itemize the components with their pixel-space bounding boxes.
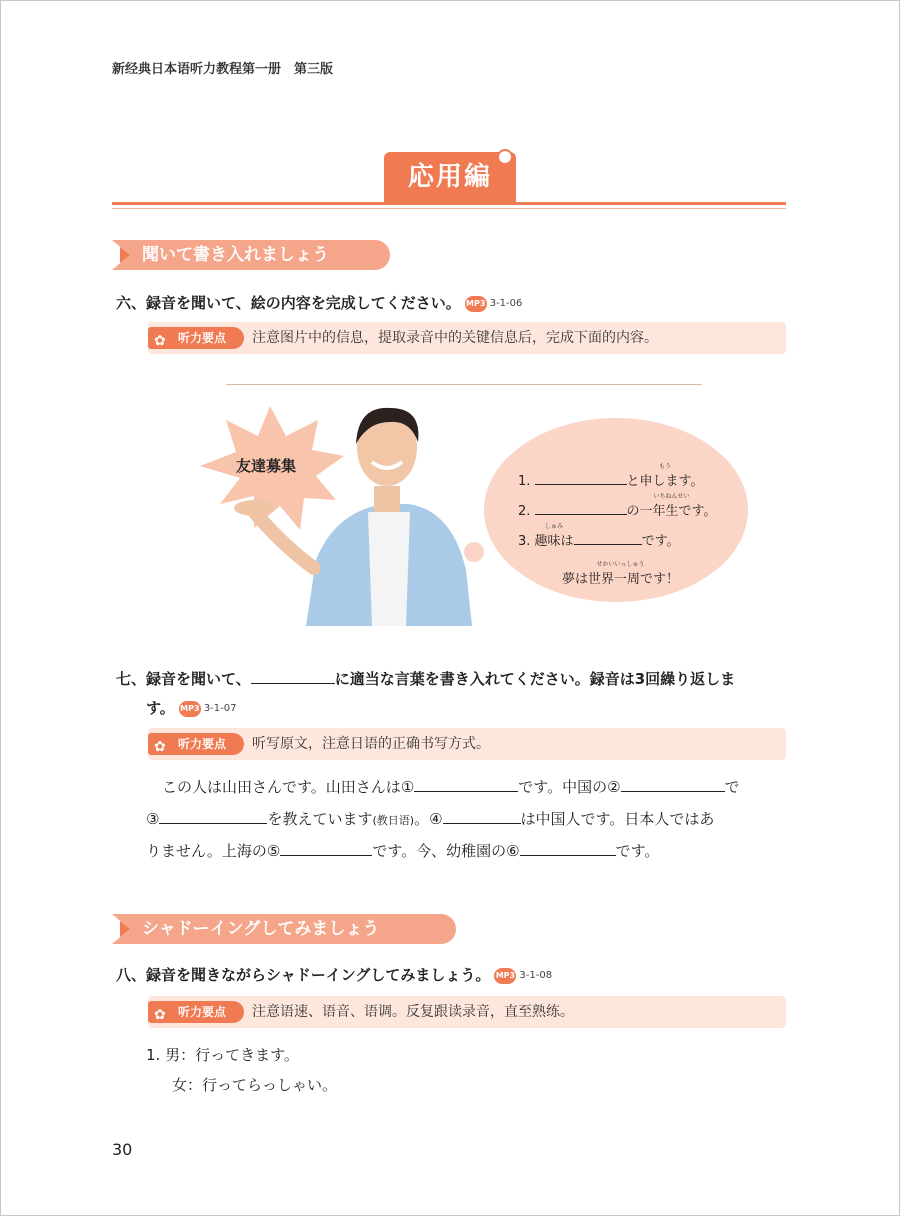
- bubble-line-3: 3. しゅみ 趣味は です。: [518, 523, 680, 549]
- question-6-text: 六、録音を聞いて、絵の内容を完成してください。: [116, 294, 461, 312]
- pill-label: シャドーイングしてみましょう: [142, 919, 380, 939]
- banner-dot: [497, 149, 513, 165]
- bubble-dot: [464, 542, 484, 562]
- question-7: 七、録音を聞いて、 に適当な言葉を書き入れてください。録音は3回繰り返しま: [116, 670, 736, 688]
- bubble-line-1: 1. もう と申します。: [518, 463, 704, 489]
- tip-label: ✿ 听力要点: [148, 327, 244, 349]
- divider: [226, 384, 702, 385]
- passage-line-1: この人は山田さんです。山田さんは① です。中国の② で: [162, 778, 740, 796]
- section-banner: 応用編: [384, 152, 516, 202]
- bubble-line-2: 2. いちねんせい の一年生です。: [518, 493, 717, 519]
- tip-label: ✿ 听力要点: [148, 733, 244, 755]
- pill-arrow-icon: [120, 921, 130, 937]
- question-7-cont: す。 MP3 3-1-07: [146, 699, 237, 717]
- dialogue-line-2: 女：行ってらっしゃい。: [172, 1076, 338, 1094]
- flower-icon: ✿: [154, 1007, 166, 1023]
- tip-bar: [148, 322, 786, 354]
- tip-bar: [148, 728, 786, 760]
- passage-line-2: ③ を教えています(教日语)。④ は中国人です。日本人ではあ: [146, 810, 715, 828]
- section-pill-shadowing: [112, 914, 456, 944]
- page-number: 30: [112, 1140, 133, 1159]
- section-pill-listen-write: [112, 240, 390, 270]
- banner-rule-thin: [112, 208, 786, 209]
- passage-line-3: りません。上海の⑤ です。今、幼稚園の⑥ です。: [146, 842, 660, 860]
- flower-icon: ✿: [154, 333, 166, 349]
- tip-bar: [148, 996, 786, 1028]
- question-8: 八、録音を聞きながらシャドーイングしてみましょう。 MP3 3-1-08: [116, 966, 553, 984]
- track-number: 3-1-08: [519, 970, 553, 981]
- pill-arrow-icon: [120, 247, 130, 263]
- track-number: 3-1-06: [489, 298, 523, 309]
- tip-text: 注意图片中的信息，提取录音中的关键信息后，完成下面的内容。: [252, 330, 658, 346]
- tip-text: 听写原文，注意日语的正确书写方式。: [252, 736, 490, 752]
- bubble-dream: せかいいっしゅう 夢は世界一周です！: [562, 561, 680, 587]
- starburst-label: 友達募集: [236, 457, 297, 475]
- audio-icon[interactable]: MP3: [494, 968, 516, 984]
- tip-text: 注意语速、语音、语调。反复跟读录音，直至熟练。: [252, 1004, 574, 1020]
- audio-icon[interactable]: MP3: [465, 296, 487, 312]
- track-number: 3-1-07: [203, 703, 237, 714]
- banner-rule: [112, 202, 786, 205]
- running-header: 新经典日本语听力教程第一册 第三版: [112, 62, 334, 77]
- dialogue-line-1: 1. 男：行ってきます。: [146, 1046, 299, 1064]
- flower-icon: ✿: [154, 739, 166, 755]
- tip-label: ✿ 听力要点: [148, 1001, 244, 1023]
- question-6: [116, 292, 522, 313]
- pill-label: 聞いて書き入れましょう: [142, 245, 329, 265]
- audio-icon[interactable]: MP3: [179, 701, 201, 717]
